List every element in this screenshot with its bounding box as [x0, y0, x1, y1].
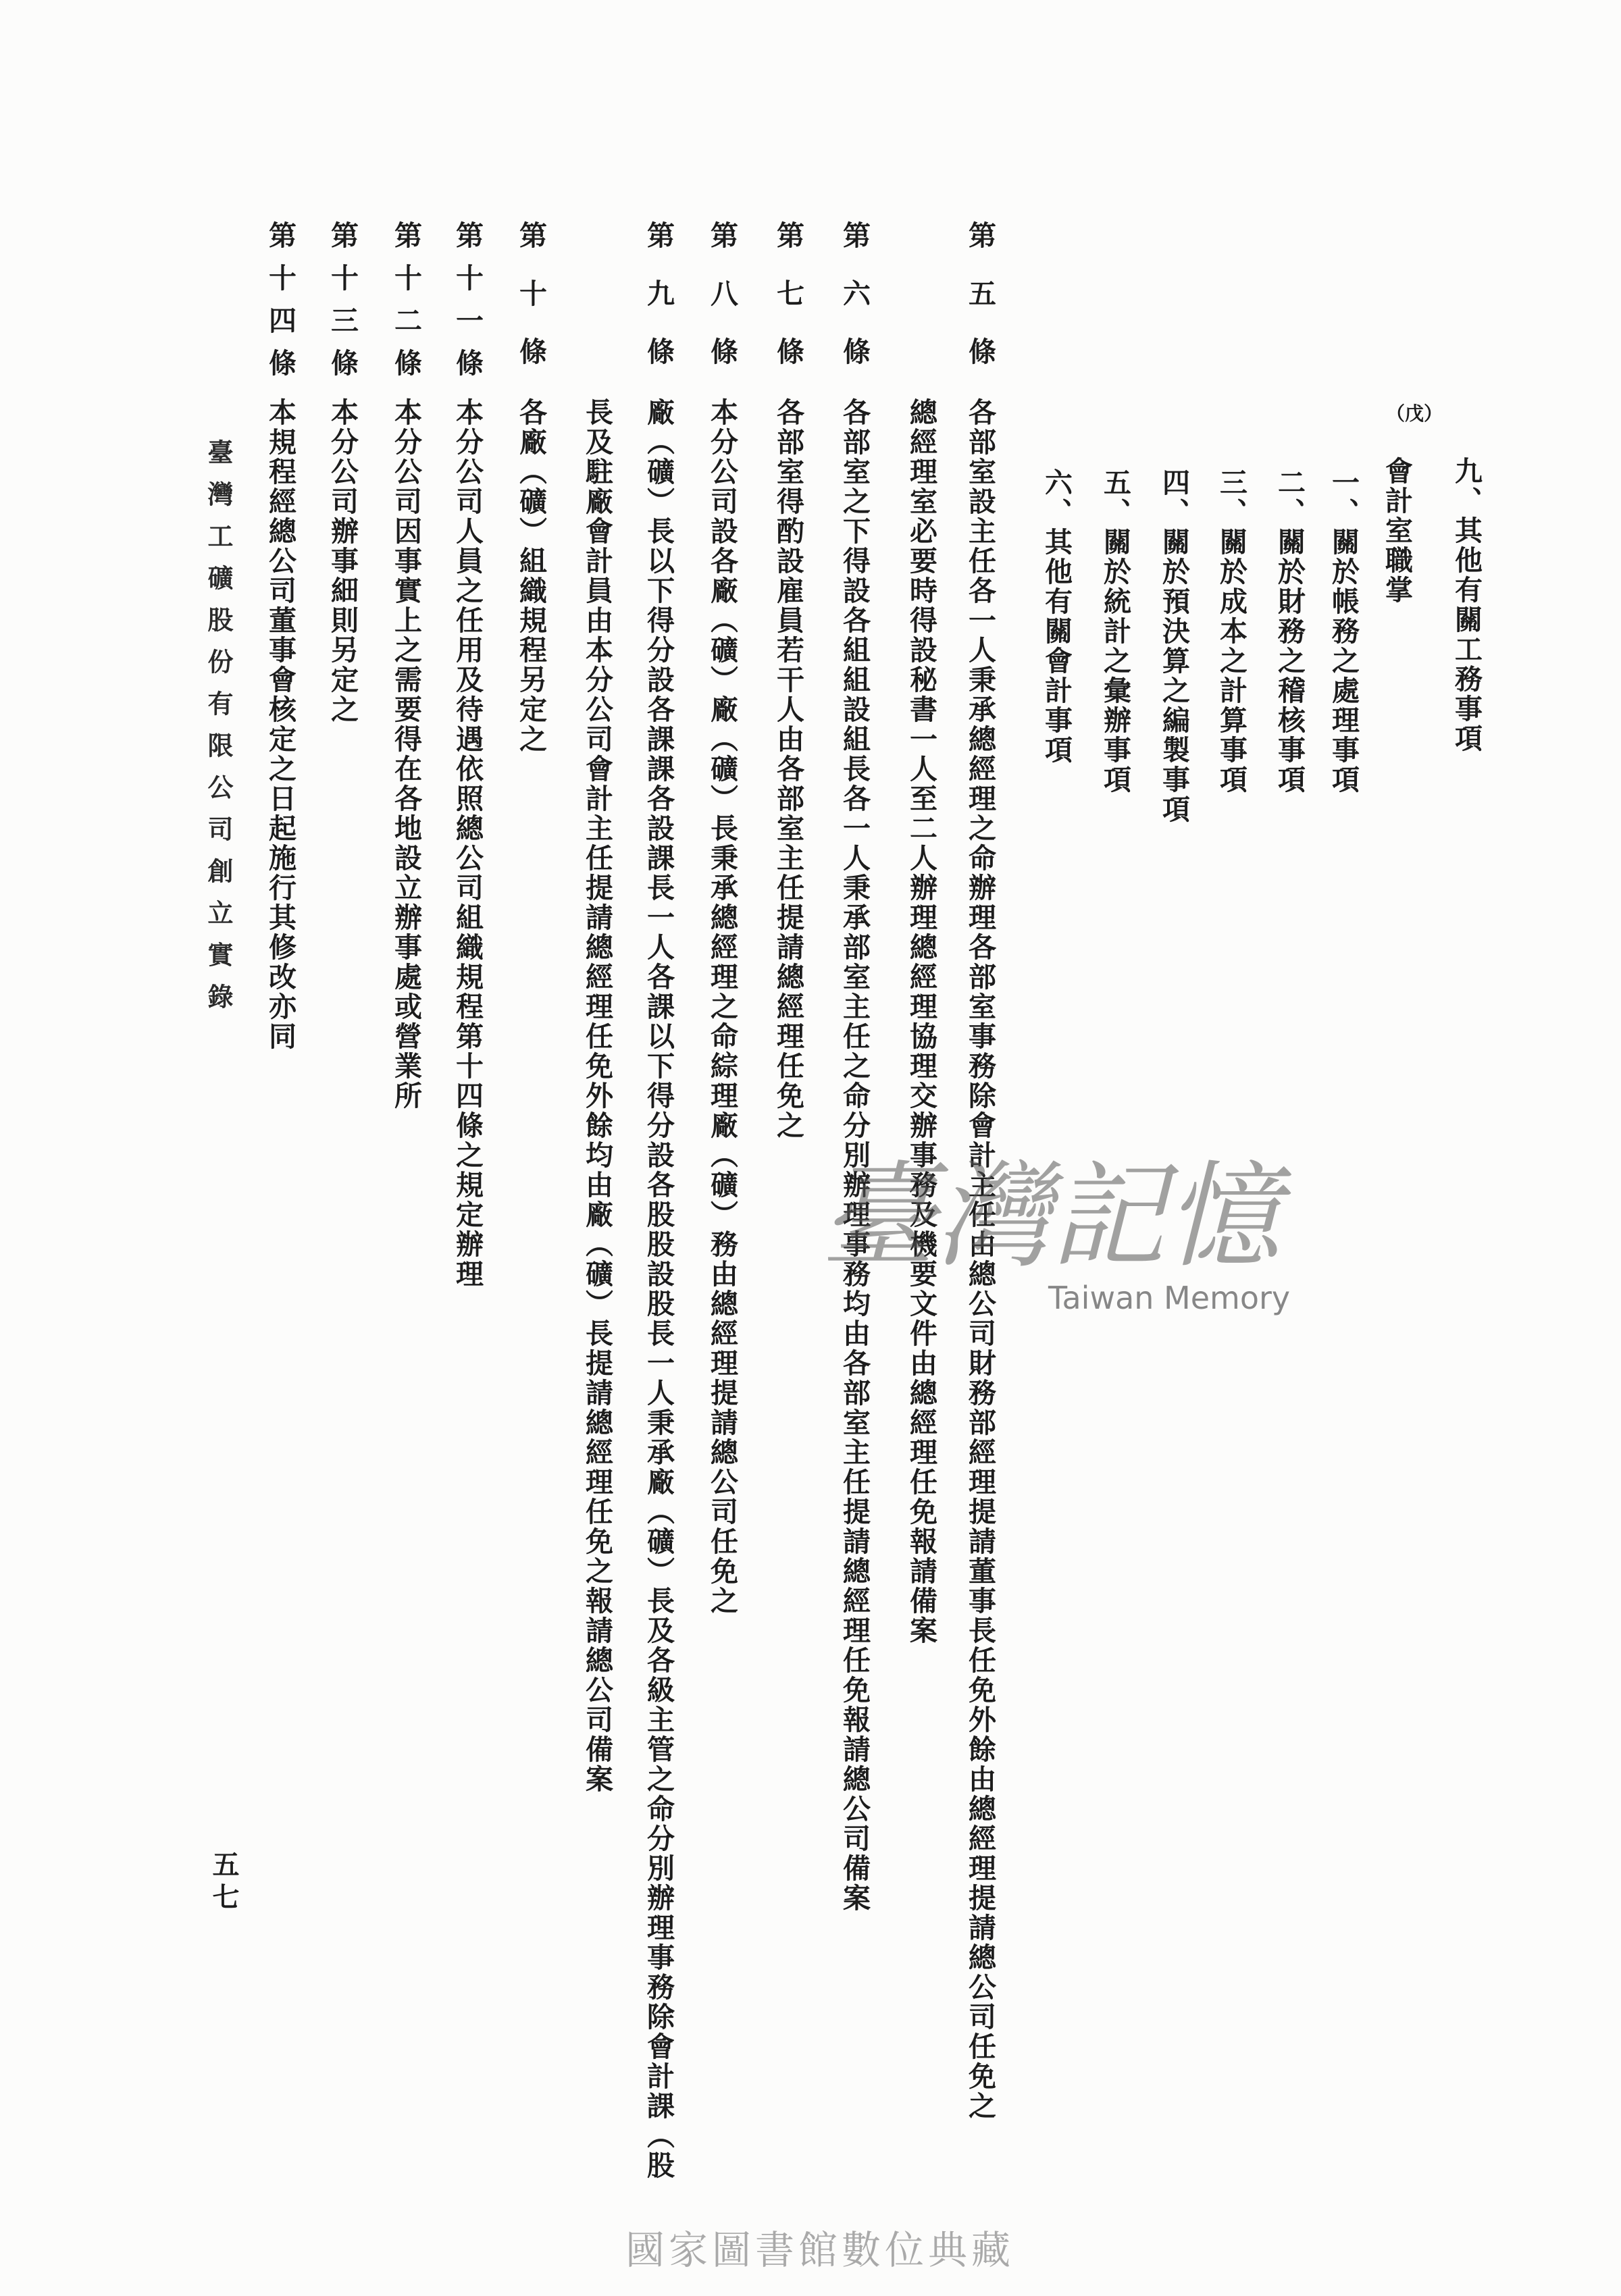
article-14-label: 第十四條: [264, 221, 297, 391]
running-book-title: 臺灣工礦股份有限公司創立實錄: [203, 439, 234, 1025]
archive-footer: 國家圖書館數位典藏: [625, 2227, 1015, 2273]
accounting-item-6: 六、其他有關會計事項: [1040, 468, 1073, 765]
article-5-text: 各部室設主任各一人秉承總經理之命辦理各部室事務除會計主任由總公司財務部經理提請董事長任免外餘由總經理提請總公司任免之: [964, 398, 996, 2121]
accounting-item-3: 三、關於成本之計算事項: [1215, 468, 1247, 795]
article-12-label: 第十二條: [390, 221, 422, 391]
duty-item-9: 九、其他有關工務事項: [1450, 456, 1483, 754]
section-marker: （戊）: [1386, 402, 1443, 425]
article-13-text: 本分公司辦事細則另定之: [326, 398, 359, 725]
accounting-item-2: 二、關於財務之稽核事項: [1273, 468, 1306, 795]
page-number: 五七: [208, 1850, 240, 1915]
section-heading: 會計室職掌: [1381, 456, 1413, 605]
article-5-label: 第五條: [964, 221, 996, 395]
article-12-text: 本分公司因事實上之需要得在各地設立辦事處或營業所: [390, 398, 422, 1111]
article-5-text-continued: 總經理室必要時得設秘書一人至二人辦理總經理協理交辦事務及機要文件由總經理任免報請備案: [905, 398, 937, 1646]
article-8-text: 本分公司設各廠（礦）廠（礦）長秉承總經理之命綜理廠（礦）務由總經理提請總公司任免之: [706, 398, 738, 1616]
article-14-text: 本規程經總公司董事會核定之日起施行其修改亦同: [264, 398, 297, 1051]
article-10-label: 第十條: [515, 221, 547, 395]
article-13-label: 第十三條: [326, 221, 359, 391]
article-9-label: 第九條: [642, 221, 675, 395]
accounting-item-4: 四、關於預決算之編製事項: [1158, 468, 1190, 825]
article-11-text: 本分公司人員之任用及待遇依照總公司組織規程第十四條之規定辦理: [451, 398, 484, 1289]
article-11-label: 第十一條: [451, 221, 484, 391]
article-6-text: 各部室之下得設各組組設組長各一人秉承部室主任之命分別辦理事務均由各部室主任提請總經理任免報請總公司備案: [838, 398, 871, 1913]
article-7-label: 第七條: [772, 221, 804, 395]
article-9-text: 廠（礦）長以下得分設各課課各設課長一人各課以下得分設各股股設股長一人秉承廠（礦）長及各級主管之命分別辦理事務除會計課（股: [642, 398, 675, 2181]
article-8-label: 第八條: [706, 221, 738, 395]
article-9-text-continued: 長及駐廠會計員由本分公司會計主任提請總經理任免外餘均由廠（礦）長提請總經理任免之報請總公司備案: [581, 398, 613, 1794]
watermark-logo: 臺灣記憶: [821, 1150, 1281, 1284]
article-6-label: 第六條: [838, 221, 871, 395]
accounting-item-5: 五、關於統計之彙辦事項: [1099, 468, 1131, 795]
article-7-text: 各部室得酌設雇員若干人由各部室主任提請總經理任免之: [772, 398, 804, 1141]
watermark-subtext: Taiwan Memory: [1048, 1280, 1291, 1316]
article-10-text: 各廠（礦）組織規程另定之: [515, 398, 547, 754]
accounting-item-1: 一、關於帳務之處理事項: [1327, 468, 1360, 795]
